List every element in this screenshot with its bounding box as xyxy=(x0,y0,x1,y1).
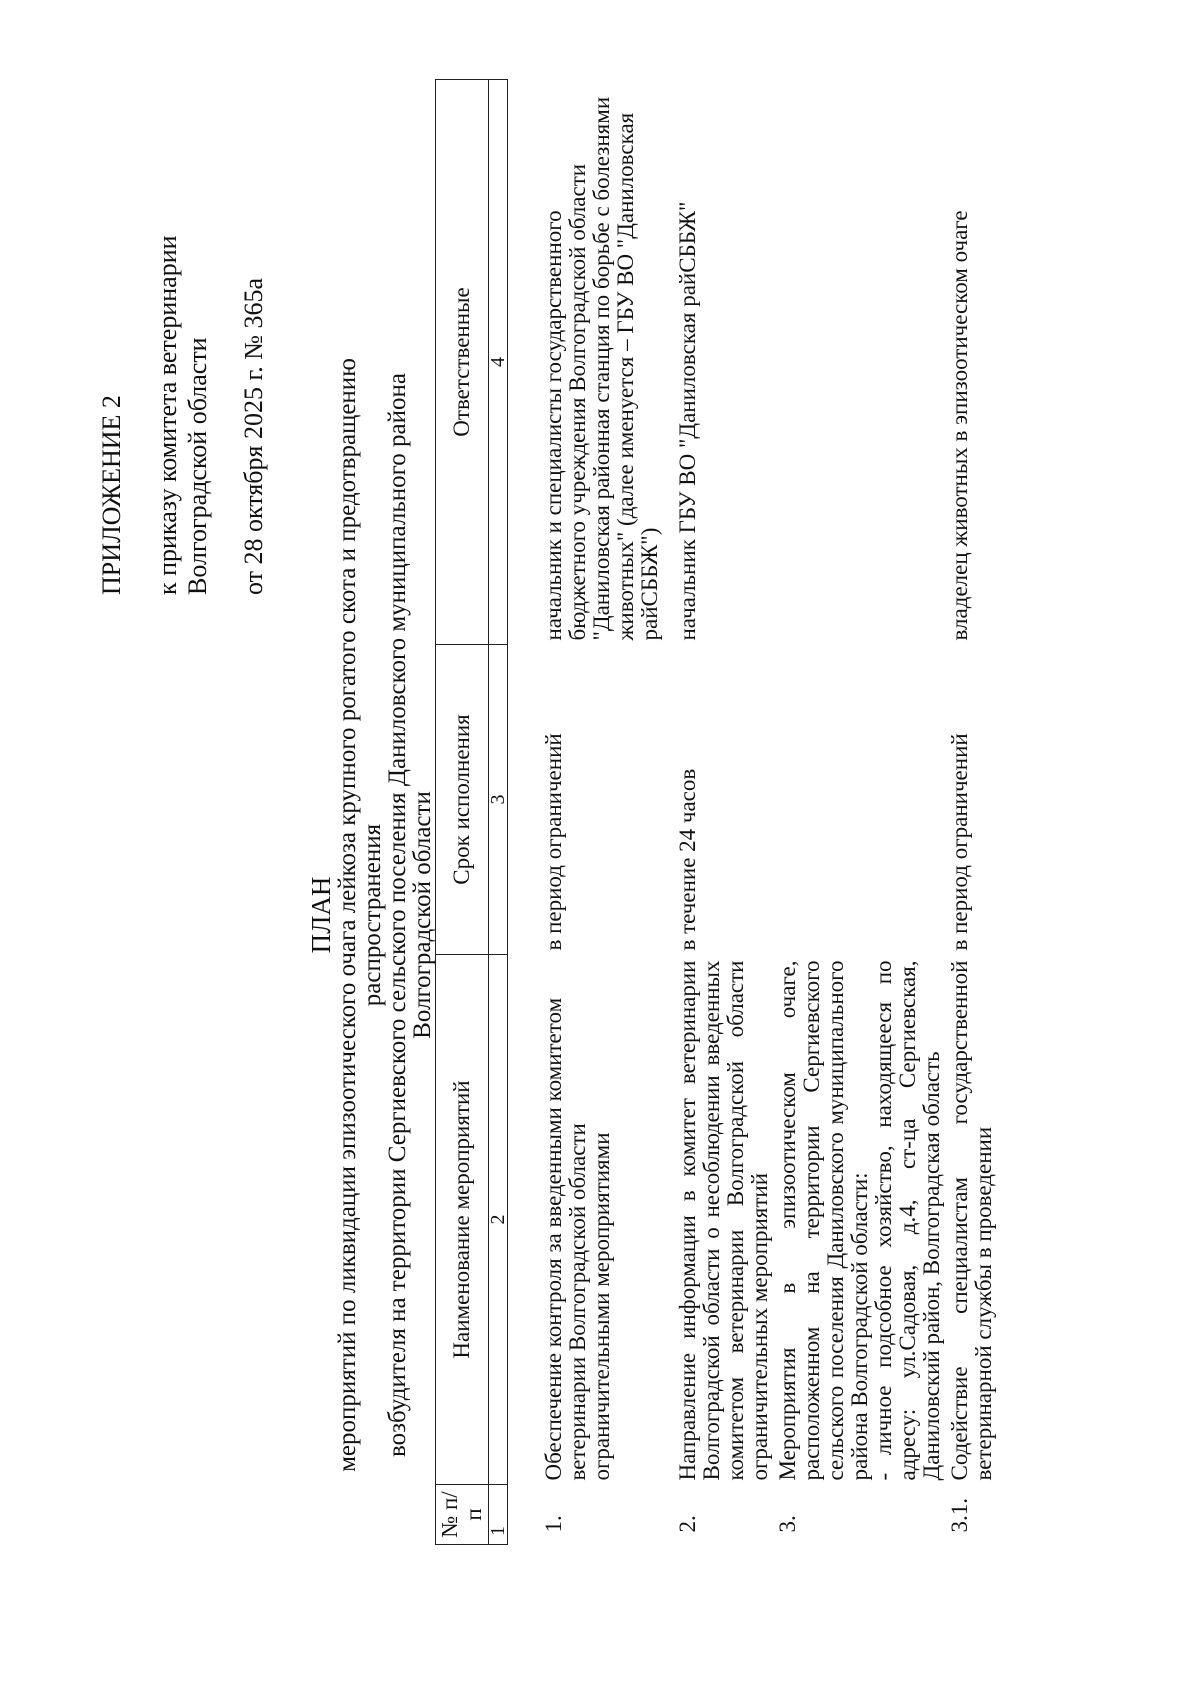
table-row xyxy=(508,80,673,1545)
header-activity-name: Наименование мероприятий xyxy=(436,955,489,1485)
header-deadline: Срок исполнения xyxy=(436,645,489,955)
row-activity: Направление информации в комитет ветеринарии Волгоградской области о несоблюдении введенных комитетом ветеринарии Волгоградской области ограничительных мероприятий xyxy=(675,960,772,1481)
row-responsible xyxy=(772,80,944,645)
table-row xyxy=(944,80,1008,1545)
table-row xyxy=(672,80,772,1545)
appendix-title: ПРИЛОЖЕНИЕ 2 xyxy=(97,395,126,595)
row-deadline: в период ограничений xyxy=(541,733,566,951)
row-number: 2. xyxy=(675,1515,700,1533)
appendix-order-line: к приказу комитета ветеринарии xyxy=(153,235,182,595)
table-column-numbers-row xyxy=(489,80,508,1545)
column-number-2: 2 xyxy=(489,955,508,1485)
header-responsible: Ответственные xyxy=(436,80,489,645)
row-number: 1. xyxy=(541,1515,566,1533)
row-deadline xyxy=(772,645,944,955)
document-page xyxy=(45,45,1145,1605)
appendix-date-number: от 28 октября 2025 г. № 365а xyxy=(239,277,268,595)
row-number: 3. xyxy=(775,1515,800,1533)
table-row xyxy=(772,80,944,1545)
row-activity: Мероприятия в эпизоотическом очаге, расположенном на территории Сергиевского сельского поселения Даниловского муниципального района Волгоградской области: - личное подсобное хозяйство, находящееся по адресу: ул.Садовая, д.4, ст-ца Сергиевская, Даниловский район, Волгоградская область xyxy=(775,960,944,1481)
column-number-3: 3 xyxy=(489,645,508,955)
row-responsible: начальник и специалисты государственного бюджетного учреждения Волгоградской области "Даниловская районная станция по борьбе с болезнями животных" (далее именуется – ГБУ ВО "Даниловская райСББЖ") xyxy=(541,96,662,641)
row-activity: Содействие специалистам государственной ветеринарной службы в проведении xyxy=(947,960,996,1481)
table-header-row xyxy=(436,80,489,1545)
header-number: № п/п xyxy=(436,1485,489,1545)
appendix-block xyxy=(97,235,269,595)
column-number-1: 1 xyxy=(489,1485,508,1545)
row-deadline: в период ограничений xyxy=(947,733,972,951)
row-responsible: владелец животных в эпизоотическом очаге xyxy=(947,210,972,641)
row-activity: Обеспечение контроля за введенными комитетом ветеринарии Волгоградской области ограничительными мероприятиями xyxy=(541,997,614,1481)
plan-table xyxy=(435,79,1008,1545)
row-responsible: начальник ГБУ ВО "Даниловская райСББЖ" xyxy=(675,201,700,641)
plan-subtitle-line-1: мероприятий по ликвидации эпизоотического очага лейкоза крупного рогатого скота и предотвращению распространения xyxy=(334,358,386,1472)
plan-subtitle-line-2: возбудителя на территории Сергиевского сельского поселения Даниловского муниципального района xyxy=(384,373,411,1457)
column-number-4: 4 xyxy=(489,80,508,645)
plan-heading: ПЛАН xyxy=(306,876,336,954)
row-number: 3.1. xyxy=(947,1498,972,1533)
plan-title-block xyxy=(307,325,435,1505)
row-deadline: в течение 24 часов xyxy=(675,768,700,951)
appendix-region-line: Волгоградской области xyxy=(183,337,212,595)
plan-subtitle-line-3: Волгоградской области xyxy=(409,791,436,1039)
